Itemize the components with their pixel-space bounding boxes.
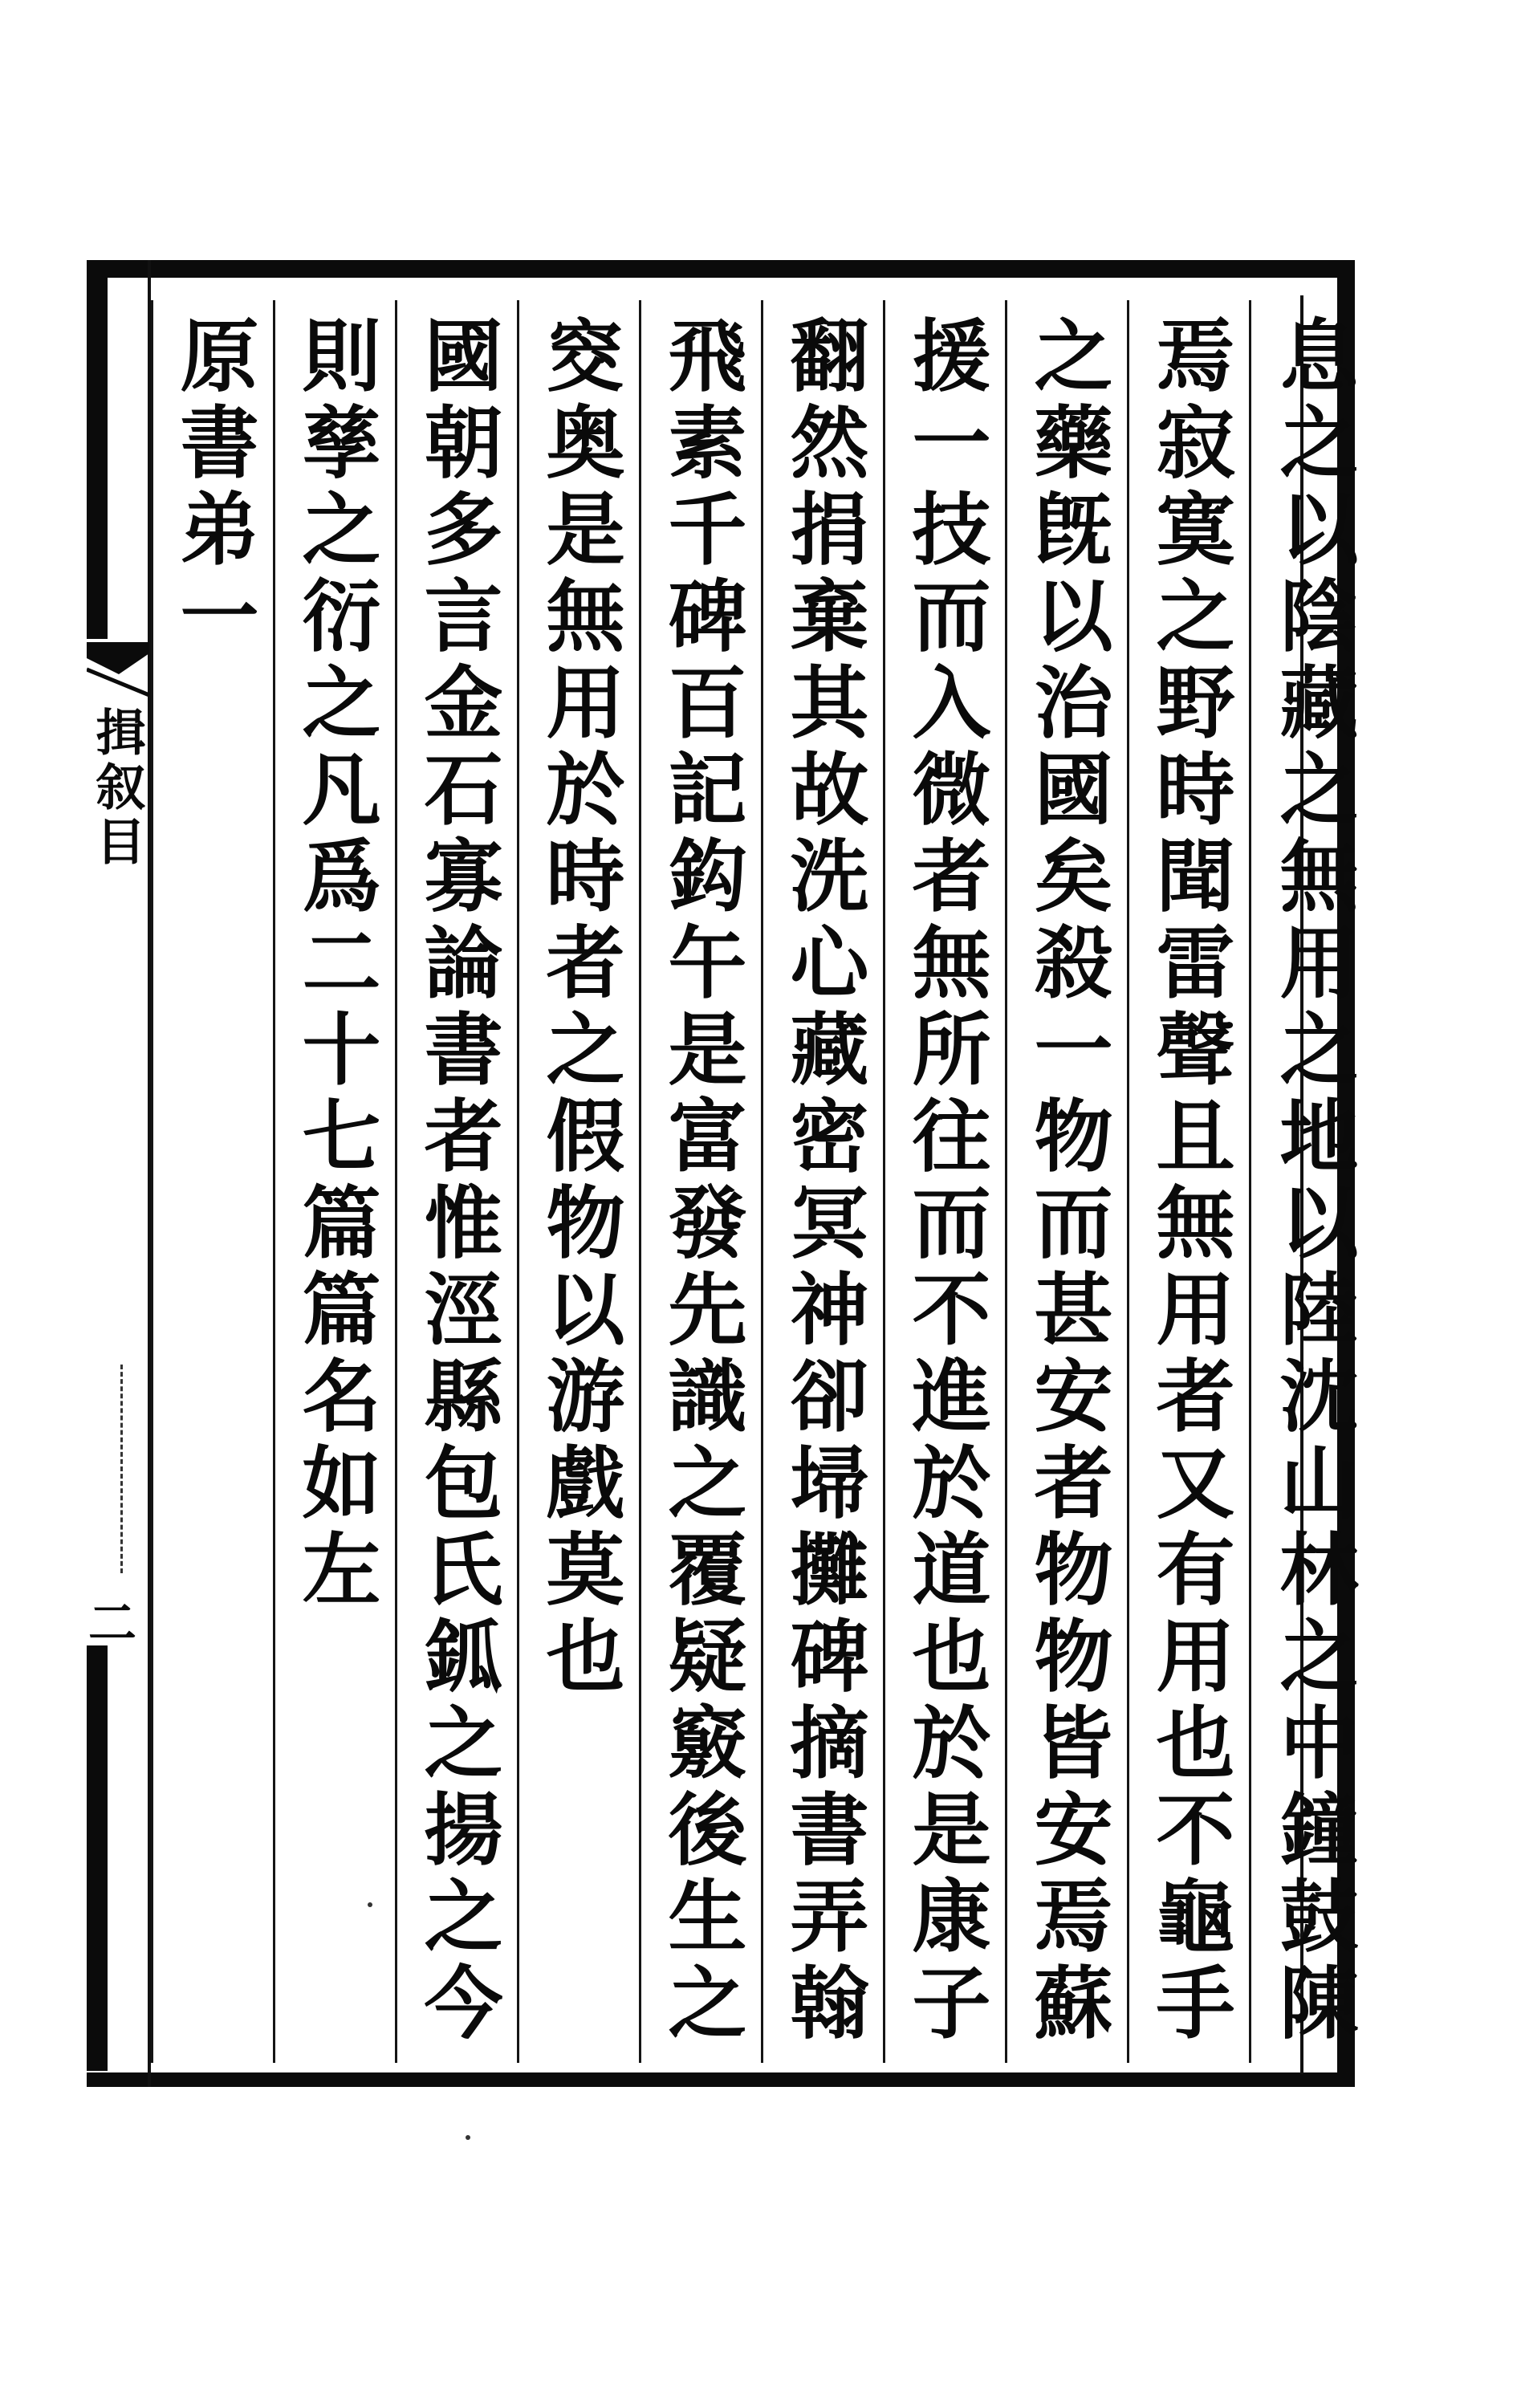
column-text: 窔奥是無用於時者之假物以游戲莫也	[533, 315, 625, 1702]
text-column	[885, 300, 1005, 2063]
text-column	[640, 300, 761, 2063]
column-text: 援一技而入微者無所往而不進於道也於是康子	[899, 315, 991, 2048]
text-column	[762, 300, 883, 2063]
column-text: 之藥旣以治國矣殺一物而甚安者物物皆安焉蘇	[1021, 315, 1113, 2048]
column-text: 原書弟一	[167, 315, 259, 661]
text-column	[396, 300, 517, 2063]
text-column	[1128, 300, 1249, 2063]
page-number: 二	[80, 1597, 136, 1645]
ink-speck	[368, 1902, 372, 1907]
margin-tick-marks	[120, 1365, 128, 1573]
column-text: 國朝多言金石寡論書者惟涇縣包氏鈲之揚之今	[411, 315, 503, 2048]
ink-speck	[466, 2135, 470, 2140]
margin-title: 揖叙目	[87, 706, 146, 870]
column-text: 息之以陰藏之無用之地以陸沈山林之中鐘鼓陳	[1267, 315, 1359, 2048]
text-column	[1007, 300, 1127, 2063]
column-text: 飛素千碑百記鈎午是富發先識之覆疑竅後生之	[655, 315, 747, 2048]
column-rule	[1249, 300, 1251, 2063]
text-column	[1252, 300, 1372, 2063]
margin-black-bar-bottom	[87, 1645, 108, 2071]
column-text: 翻然捐棄其故洗心藏密冥神卻埽攤碑摘書弄翰	[777, 315, 869, 2048]
margin-black-bar-top	[87, 278, 108, 639]
column-text: 焉寂寞之野時聞雷聲且無用者又有用也不龜手	[1143, 315, 1235, 2048]
text-column	[274, 300, 395, 2063]
column-text: 則孳之衍之凡爲二十七篇篇名如左	[289, 315, 381, 1615]
text-column	[518, 300, 639, 2063]
fishtail-mark	[87, 642, 149, 698]
text-column	[152, 300, 273, 2063]
